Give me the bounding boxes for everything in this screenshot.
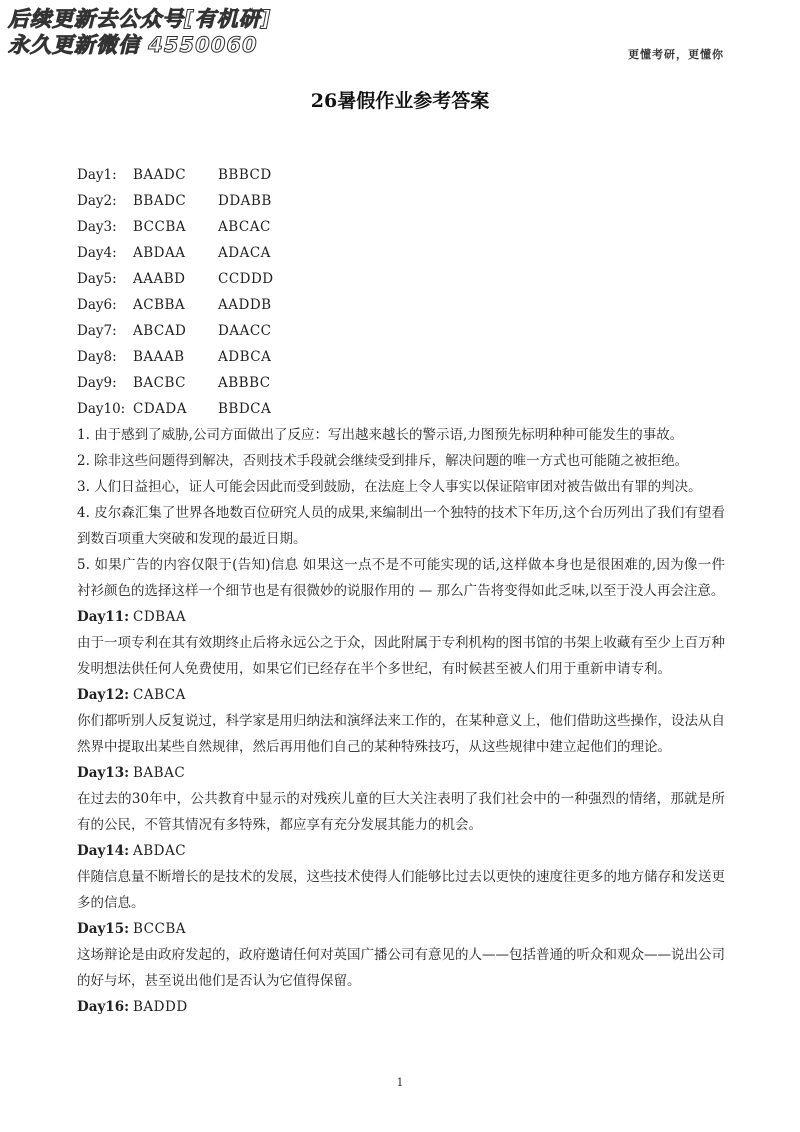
answer-row xyxy=(77,396,274,422)
watermark-line-2: 永久更新微信 4550060 xyxy=(8,33,258,57)
translation-item: 4. 皮尔森汇集了世界各地数百位研究人员的成果,来编制出一个独特的技术下年历,这个台历列出了我们有望看到数百项重大突破和发现的最近日期。 xyxy=(77,505,725,547)
translation-item: 2. 除非这些问题得到解决，否则技术手段就会继续受到排斥，解决问题的唯一方式也可能随之被拒绝。 xyxy=(77,453,689,469)
page-number: 1 xyxy=(396,1076,404,1089)
day-label: Day16: xyxy=(77,999,130,1015)
day-answers: BADDD xyxy=(133,999,188,1015)
answer-row xyxy=(77,240,274,266)
day-heading xyxy=(77,604,725,630)
answers-6-10: ABCAC xyxy=(218,219,271,235)
day-label: Day1: xyxy=(77,167,117,183)
day-label: Day7: xyxy=(77,323,117,339)
answers-6-10: BBDCA xyxy=(218,401,272,417)
day-heading xyxy=(77,916,725,942)
day-label: Day11: xyxy=(77,609,130,625)
answers-6-10: ADACA xyxy=(218,245,271,261)
translation-text: 这场辩论是由政府发起的，政府邀请任何对英国广播公司有意见的人——包括普通的听众和观众——说出公司的好与坏，甚至说出他们是否认为它值得保留。 xyxy=(77,947,725,989)
day-heading xyxy=(77,682,725,708)
day-label: Day12: xyxy=(77,687,130,703)
answers-1-5: BCCBA xyxy=(133,219,186,235)
answer-row xyxy=(77,318,274,344)
watermark xyxy=(8,6,271,58)
answers-1-5: BBADC xyxy=(133,193,187,209)
answers-6-10: AADDB xyxy=(218,297,272,313)
answers-6-10: ADBCA xyxy=(218,349,272,365)
day-label: Day14: xyxy=(77,843,130,859)
answers-1-5: ABDAA xyxy=(133,245,186,261)
day-label: Day10: xyxy=(77,401,126,417)
day-answers: ABDAC xyxy=(133,843,187,859)
answer-row xyxy=(77,188,274,214)
answer-table xyxy=(77,162,274,422)
header-slogan: 更懂考研，更懂你 xyxy=(628,48,724,61)
answer-row xyxy=(77,214,274,240)
day-answers: BABAC xyxy=(133,765,186,781)
answers-1-5: CDADA xyxy=(133,401,187,417)
day-answers: CABCA xyxy=(133,687,186,703)
day-heading xyxy=(77,994,725,1020)
answer-row xyxy=(77,292,274,318)
watermark-line-1: 后续更新去公众号[有机研] xyxy=(8,7,272,31)
page-title: 26暑假作业参考答案 xyxy=(310,90,490,112)
translation-item: 1. 由于感到了威胁,公司方面做出了反应：写出越来越长的警示语,力图预先标明种种可能发生的事故。 xyxy=(77,427,684,443)
translation-text: 伴随信息量不断增长的是技术的发展，这些技术使得人们能够比过去以更快的速度往更多的地方储存和发送更多的信息。 xyxy=(77,869,725,911)
answers-1-5: ABCAD xyxy=(133,323,187,339)
answer-row xyxy=(77,266,274,292)
day-answers: CDBAA xyxy=(133,609,187,625)
day-label: Day15: xyxy=(77,921,130,937)
answers-6-10: ABBBC xyxy=(218,375,271,391)
day-label: Day9: xyxy=(77,375,117,391)
day-label: Day13: xyxy=(77,765,130,781)
answers-6-10: CCDDD xyxy=(218,271,274,287)
translation-text: 由于一项专利在其有效期终止后将永远公之于众，因此附属于专利机构的图书馆的书架上收藏有至少上百万种发明想法供任何人免费使用，如果它们已经存在半个多世纪，有时候甚至被人们用于重新申请专利。 xyxy=(77,635,725,677)
answer-row xyxy=(77,344,274,370)
answers-1-5: BAAAB xyxy=(133,349,185,365)
day-heading xyxy=(77,760,725,786)
answers-1-5: BACBC xyxy=(133,375,186,391)
answers-1-5: ACBBA xyxy=(133,297,186,313)
translation-item: 3. 人们日益担心，证人可能会因此而受到鼓励，在法庭上令人事实以保证陪审团对被告做出有罪的判决。 xyxy=(77,479,702,495)
answers-6-10: BBBCD xyxy=(218,167,272,183)
answers-6-10: DDABB xyxy=(218,193,272,209)
translation-item: 5. 如果广告的内容仅限于(告知)信息 如果这一点不是不可能实现的话,这样做本身也是很困难的,因为像一件衬衫颜色的选择这样一个细节也是有很微妙的说服作用的 — 那么广告将变得如此乏味,以至于没人再会注意。 xyxy=(77,557,725,599)
answers-1-5: AAABD xyxy=(133,271,186,287)
answer-row xyxy=(77,162,274,188)
day-label: Day4: xyxy=(77,245,117,261)
day-label: Day3: xyxy=(77,219,117,235)
day-label: Day5: xyxy=(77,271,117,287)
answer-body xyxy=(77,422,725,1020)
translation-text: 你们都听别人反复说过，科学家是用归纳法和演绎法来工作的，在某种意义上，他们借助这些操作，设法从自然界中提取出某些自然规律，然后再用他们自己的某种特殊技巧，从这些规律中建立起他们的理论。 xyxy=(77,713,725,755)
day-heading xyxy=(77,838,725,864)
day-label: Day2: xyxy=(77,193,117,209)
answers-1-5: BAADC xyxy=(133,167,187,183)
answer-row xyxy=(77,370,274,396)
day-answers: BCCBA xyxy=(133,921,186,937)
translation-text: 在过去的30年中，公共教育中显示的对残疾儿童的巨大关注表明了我们社会中的一种强烈的情绪，那就是所有的公民，不管其情况有多特殊，都应享有充分发展其能力的机会。 xyxy=(77,791,725,833)
answers-6-10: DAACC xyxy=(218,323,272,339)
day-label: Day6: xyxy=(77,297,117,313)
day-label: Day8: xyxy=(77,349,117,365)
